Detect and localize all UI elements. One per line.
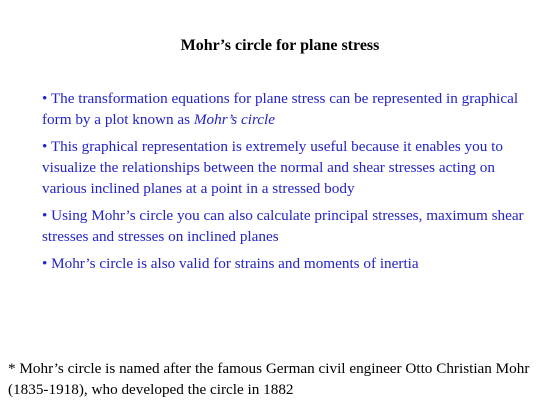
bullet-text: • The transformation equations for plane stress can be represented in graphical form by a plot known as	[42, 90, 519, 128]
bullet-item	[42, 136, 532, 199]
bullet-item	[42, 253, 532, 274]
bullet-emphasis: Mohr’s circle	[193, 111, 275, 128]
bullet-item	[42, 205, 532, 247]
bullet-text: • Mohr’s circle is also valid for strains and moments of inertia	[42, 255, 419, 272]
bullet-text: • This graphical representation is extremely useful because it enables you to visualize the relationships between the normal and shear stresses acting on various inclined planes at a point in a stressed body	[42, 138, 503, 197]
footnote: * Mohr’s circle is named after the famous German civil engineer Otto Christian Mohr (1835-1918), who developed the circle in 1882	[8, 360, 530, 398]
bullet-list	[42, 88, 532, 280]
slide-title: Mohr’s circle for plane stress	[180, 37, 380, 54]
bullet-text: • Using Mohr’s circle you can also calculate principal stresses, maximum shear stresses and stresses on inclined planes	[42, 207, 524, 245]
bullet-item	[42, 88, 532, 130]
